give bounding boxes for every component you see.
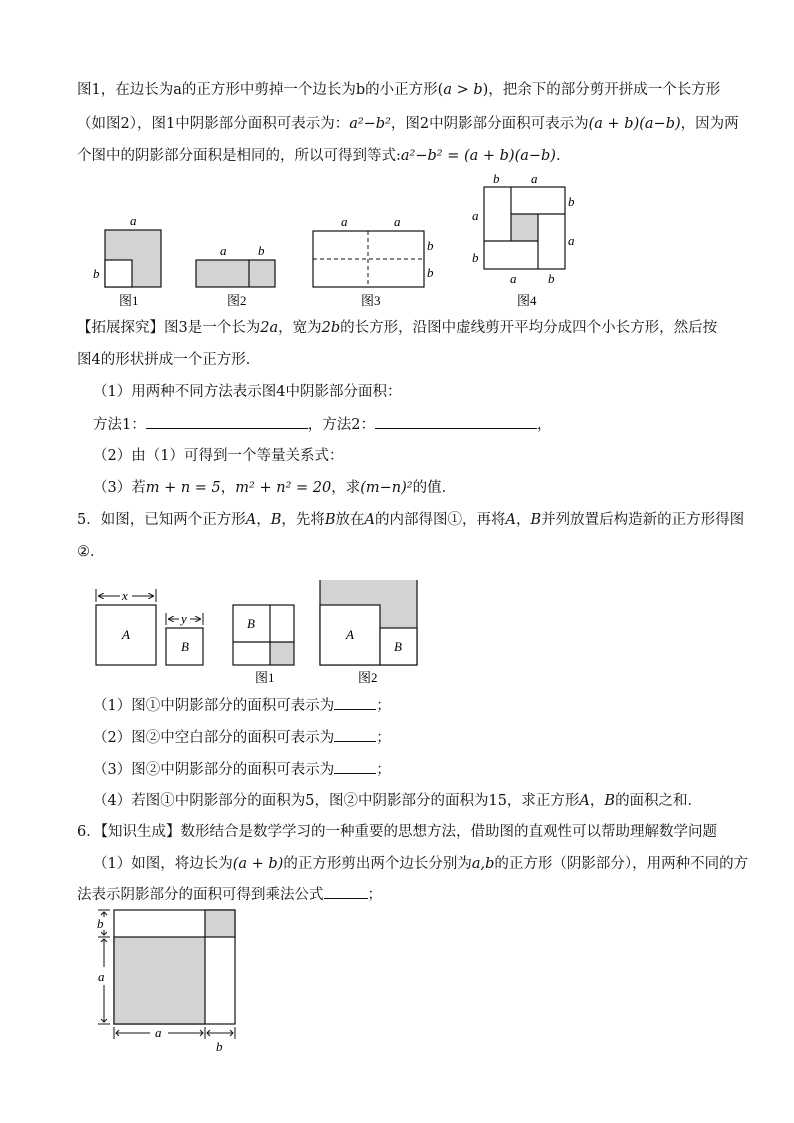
label-b: b — [472, 250, 479, 265]
text: ，再将 — [462, 512, 506, 528]
math: a,b — [471, 856, 495, 872]
circled-1: ① — [145, 698, 161, 714]
label-b: b — [216, 1039, 223, 1054]
answer-blank[interactable] — [334, 695, 376, 710]
label-A: A — [122, 627, 130, 642]
label-a: a — [394, 214, 401, 229]
p5-q2 — [93, 727, 391, 748]
p5-figure-2 — [320, 580, 417, 685]
text: ， — [220, 480, 236, 496]
text: ，宽为 — [278, 320, 322, 336]
math: m + n = 5 — [145, 480, 221, 496]
question-2: （2）由（1）可得到一个等量关系式： — [93, 448, 344, 464]
text: ． — [90, 544, 105, 560]
text: 的正方形（阴影部分），用两种不同的方 — [494, 856, 749, 872]
text: 图1，在边长为a的正方形中剪掉一个边长为b的小正方形( — [77, 82, 444, 98]
math: 2b — [321, 320, 341, 336]
label-a: a — [510, 271, 517, 286]
text: （4）若图 — [93, 793, 161, 809]
text: （2）图 — [93, 730, 146, 746]
label-b: b — [93, 266, 100, 281]
p5-q3 — [93, 759, 391, 780]
label-b: b — [97, 916, 104, 931]
p5-figures — [0, 580, 794, 692]
math: m² + n² = 20 — [235, 480, 332, 496]
text: 中阴影部分的面积为5，图 — [174, 793, 344, 809]
label-a: a — [568, 233, 575, 248]
label-a: a — [130, 213, 137, 228]
text: 的内部得图 — [375, 512, 448, 528]
label-b: b — [427, 265, 434, 280]
p6-figure — [80, 905, 250, 1055]
caption-fig3: 图3 — [361, 293, 381, 308]
math: (a + b)(a−b) — [588, 116, 681, 132]
circled-2: ② — [77, 544, 90, 560]
text: 中空白部分的面积可表示为 — [160, 730, 335, 746]
square-a — [96, 588, 156, 665]
label-b: b — [258, 243, 265, 258]
text: . — [555, 148, 561, 164]
math: (m−n)² — [360, 480, 413, 496]
p5-q1 — [93, 695, 391, 716]
label-a: a — [98, 969, 105, 984]
math: B — [270, 512, 282, 528]
text: 中阴影部分的面积为15，求正方形 — [357, 793, 580, 809]
math: B — [530, 512, 542, 528]
text: ； — [376, 730, 391, 746]
text: )，把余下的部分剪开拼成一个长方形 — [482, 82, 721, 98]
label-B: B — [247, 616, 255, 631]
figure-3 — [313, 214, 434, 308]
answer-blank[interactable] — [334, 759, 376, 774]
text: ， — [516, 512, 531, 528]
question-3 — [93, 478, 456, 498]
intro-line-3 — [77, 146, 561, 166]
intro-line-1 — [77, 80, 720, 100]
text: （3）图 — [93, 762, 146, 778]
p5-figure-1 — [233, 605, 294, 685]
math: B — [604, 793, 616, 809]
intro-line-2 — [77, 114, 739, 134]
label-b: b — [427, 238, 434, 253]
label-b: b — [568, 194, 575, 209]
text: 的面积之和． — [615, 793, 703, 809]
answer-blank[interactable] — [146, 414, 308, 429]
text: （如图2），图1中阴影部分面积可表示为： — [77, 116, 350, 132]
math: B — [324, 512, 336, 528]
label-A: A — [346, 627, 354, 642]
question-1: （1）用两种不同方法表示图4中阴影部分面积： — [93, 384, 402, 400]
text: 中阴影部分的面积可表示为 — [160, 698, 335, 714]
text: 的正方形剪出两个边长分别为 — [283, 856, 472, 872]
caption-fig4: 图4 — [517, 293, 537, 308]
text: 5．如图，已知两个正方形 — [77, 512, 246, 528]
text: ， — [536, 417, 552, 433]
p5-line-1 — [77, 510, 744, 530]
math: 2a — [260, 320, 279, 336]
text: 个图中的阴影部分面积是相同的，所以可得到等式: — [77, 148, 401, 164]
math: A — [364, 512, 376, 528]
explore-line-2: 图4的形状拼成一个正方形． — [77, 352, 261, 368]
text: ，求 — [331, 480, 361, 496]
text: 的值． — [412, 480, 457, 496]
p6-q1-line-1 — [93, 854, 748, 874]
math: A — [505, 512, 516, 528]
text: 【拓展探究】图3是一个长为 — [77, 320, 261, 336]
label-b: b — [548, 271, 555, 286]
label-a: a — [472, 208, 479, 223]
p6-line-1: 6．【知识生成】数形结合是数学学习的一种重要的思想方法，借助图的直观性可以帮助理解数学问题 — [77, 824, 717, 840]
label-a: a — [155, 1025, 162, 1040]
math: A — [245, 512, 257, 528]
label-a: a — [220, 243, 227, 258]
label-a: a — [341, 214, 348, 229]
p5-line-2 — [77, 542, 105, 562]
square-b — [166, 611, 203, 665]
figure-2 — [196, 243, 275, 308]
label-x: x — [122, 588, 128, 603]
text: （1）如图，将边长为 — [93, 856, 233, 872]
math: A — [579, 793, 590, 809]
text: 的长方形，沿图中虚线剪开平均分成四个小长方形，然后按 — [340, 320, 718, 336]
text: 放在 — [335, 512, 365, 528]
method-2-label: ，方法2： — [307, 417, 375, 433]
text: ，图2中阴影部分面积可表示为 — [390, 116, 589, 132]
math: a²−b² — [349, 116, 391, 132]
answer-blank[interactable] — [334, 727, 376, 742]
circled-2: ② — [145, 762, 161, 778]
text: ； — [367, 887, 382, 903]
math: a > b — [443, 82, 483, 98]
caption-fig2: 图2 — [227, 293, 247, 308]
label-y: y — [181, 611, 187, 626]
caption-fig1: 图1 — [119, 293, 139, 308]
text: ， — [256, 512, 271, 528]
figure-1 — [93, 213, 161, 308]
answer-blank[interactable] — [375, 414, 537, 429]
text: ； — [376, 698, 391, 714]
math: (a + b) — [232, 856, 284, 872]
method-1-label: 方法1： — [93, 417, 146, 433]
circled-2: ② — [343, 793, 358, 809]
circled-1: ① — [160, 793, 175, 809]
label-B: B — [394, 639, 402, 654]
p6-q1-line-2 — [77, 884, 382, 905]
caption-fig2: 图2 — [358, 670, 378, 685]
text: 并列放置后构造新的正方形得图 — [541, 512, 745, 528]
figure-4 — [472, 171, 575, 308]
text: ， — [589, 793, 605, 809]
text: 中阴影部分的面积可表示为 — [160, 762, 335, 778]
text: （1）图 — [93, 698, 146, 714]
math: a²−b² = (a + b)(a−b) — [400, 148, 556, 164]
explore-line-1 — [77, 318, 717, 338]
label-B: B — [181, 639, 189, 654]
text: ，因为两 — [680, 116, 739, 132]
methods-line — [93, 414, 551, 435]
circled-1: ① — [447, 512, 463, 528]
label-a: a — [531, 171, 538, 186]
text: 法表示阴影部分的面积可得到乘法公式 — [77, 887, 324, 903]
text: （3）若 — [93, 480, 146, 496]
text: ，先将 — [281, 512, 325, 528]
circled-2: ② — [145, 730, 161, 746]
label-b: b — [493, 171, 500, 186]
text: ； — [376, 762, 391, 778]
answer-blank[interactable] — [324, 884, 368, 899]
figures-1-to-4 — [0, 168, 794, 318]
caption-fig1: 图1 — [255, 670, 275, 685]
p5-q4 — [93, 791, 702, 811]
